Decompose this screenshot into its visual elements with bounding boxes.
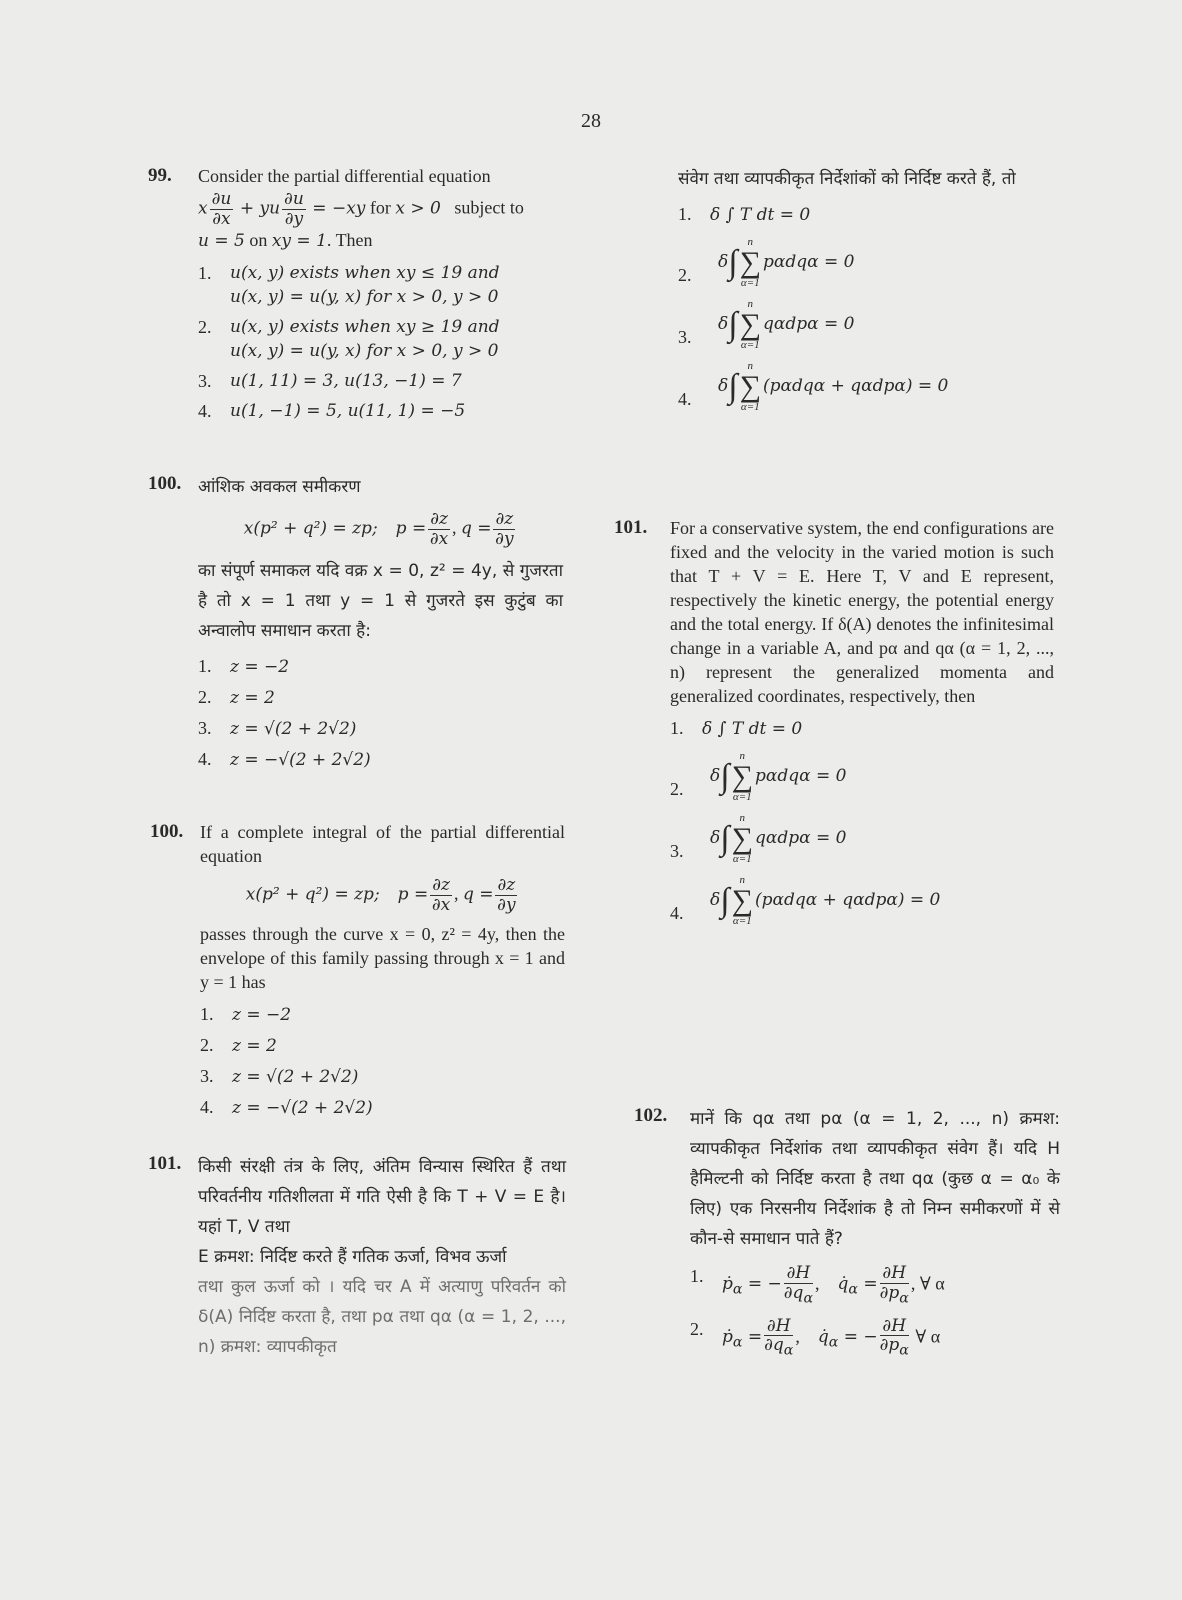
- option[interactable]: 2. δ∫ n ∑ α=1 pαdqα = 0: [678, 236, 855, 289]
- question-stem: For a conservative system, the end configurations are fixed and the velocity in the varied motion is such that T + V = E. Here T, V and E represent, respectively the kinetic energy, the potential energy and the total energy. If δ(A) denotes the infinitesimal change in a variable A, and pα and qα (α = 1, 2, ..., n) represent the generalized momenta and generalized coordinates, respectively, then: [670, 518, 1054, 706]
- question-number: 101.: [148, 1153, 182, 1174]
- question-number: 101.: [614, 517, 648, 538]
- options-list: [670, 716, 1054, 927]
- options-list: [690, 1264, 1060, 1359]
- question-text-3: तथा कुल ऊर्जा को । यदि चर A में अत्याणु परिवर्तन को δ(A) निर्दिष्ट करता है, तथा pα तथा qα (α = 1, 2, ..., n) क्रमश: व्यापकीकृत: [198, 1277, 566, 1357]
- pde-line: x $\frac{\partial u}{\partial x}$ + yu $\frac{\partial u}{\partial y}$ = −xy for x > 0 subject to: [198, 189, 524, 229]
- option[interactable]: 4. δ∫ n ∑ α=1 (pαdqα + qαdpα) = 0: [670, 874, 941, 927]
- option[interactable]: 3. δ∫ n ∑ α=1 qαdpα = 0: [678, 298, 855, 351]
- option[interactable]: 1. z = −2: [200, 1004, 292, 1026]
- options-list: [198, 654, 563, 772]
- option[interactable]: 1. δ ∫ T dt = 0: [670, 718, 803, 739]
- option[interactable]: 1. ṗ$_\alpha$ = − $\frac{\partial H}{\partial q_\alpha}$ , $q̇_\alpha$ = $\frac{\partial H}{\partial p_\alpha}$ , ∀ α: [690, 1263, 945, 1307]
- option[interactable]: 2. z = 2: [198, 687, 275, 709]
- question-99: [148, 164, 563, 429]
- question-number: 99.: [148, 165, 172, 186]
- option[interactable]: 2. z = 2: [200, 1035, 277, 1057]
- option[interactable]: 2. u(x, y) exists when xy ≥ 19 and u(x, y) = u(y, x) for x > 0, y > 0: [198, 317, 500, 362]
- condition-line: u = 5 on xy = 1. Then: [198, 230, 373, 252]
- question-stem: If a complete integral of the partial differential equation: [200, 822, 565, 866]
- option[interactable]: 4. δ∫ n ∑ α=1 (pαdqα + qαdpα) = 0: [678, 360, 949, 413]
- option[interactable]: 4. u(1, −1) = 5, u(11, 1) = −5: [198, 401, 466, 422]
- question-title: आंशिक अवकल समीकरण: [198, 477, 361, 497]
- options-list: [678, 202, 1050, 413]
- question-number: 102.: [634, 1105, 668, 1126]
- question-text: मानें कि qα तथा pα (α = 1, 2, ..., n) क्रमश: व्यापकीकृत निर्देशांक तथा व्यापकीकृत संवेग हैं। यदि H हैमिल्टनी को निर्दिष्ट करता है तथा qα (कुछ α = α₀ के लिए) एक निरसनीय निर्देशांक है तो निम्न समीकरणों में से कौन-से समाधान पाते हैं?: [690, 1109, 1060, 1249]
- question-text: किसी संरक्षी तंत्र के लिए, अंतिम विन्यास स्थिरित हैं तथा परिवर्तनीय गतिशीलता में गति ऐसी है कि T + V = E है। यहां T, V तथा: [198, 1157, 566, 1237]
- question-number: 100.: [148, 473, 182, 494]
- pde-display: x(p² + q²) = zp; p = $\frac{\partial z}{\partial x}$ , q = $\frac{\partial z}{\partial y}$: [243, 509, 514, 549]
- question-stem: Consider the partial differential equation: [198, 166, 491, 186]
- option[interactable]: 3. u(1, 11) = 3, u(13, −1) = 7: [198, 371, 462, 392]
- option[interactable]: 1. u(x, y) exists when xy ≤ 19 and u(x, y) = u(y, x) for x > 0, y > 0: [198, 263, 500, 308]
- option[interactable]: 4. z = −√(2 + 2√2): [198, 749, 371, 771]
- options-list: [198, 261, 563, 423]
- question-101-english: [614, 516, 1054, 937]
- pde-display: x(p² + q²) = zp; p = $\frac{\partial z}{\partial x}$ , q = $\frac{\partial z}{\partial y}$: [245, 875, 516, 915]
- question-102-hindi: [634, 1104, 1060, 1369]
- option[interactable]: 1. z = −2: [198, 656, 290, 678]
- option[interactable]: 4. z = −√(2 + 2√2): [200, 1097, 373, 1119]
- question-number: 100.: [150, 821, 184, 842]
- option[interactable]: 3. z = √(2 + 2√2): [200, 1066, 359, 1088]
- option[interactable]: 2. ṗ$_\alpha$ = $\frac{\partial H}{\partial q_\alpha}$ , $q̇_\alpha$ = − $\frac{\partial H}{\partial p_\alpha}$ ∀ α: [690, 1315, 941, 1359]
- question-text: passes through the curve x = 0, z² = 4y, then the envelope of this family passing through x = 1 and y = 1 has: [200, 924, 565, 993]
- question-100-english: [150, 820, 565, 1126]
- question-text: का संपूर्ण समाकल यदि वक्र x = 0, z² = 4y, से गुजरता है तो x = 1 तथा y = 1 से गुजरते इस कुटुंब का अन्वालोप समाधान करता है:: [198, 561, 563, 642]
- question-101-hindi-continued: [630, 164, 1050, 423]
- question-100-hindi: [148, 472, 563, 778]
- options-list: [200, 1002, 565, 1120]
- page-number: 28: [581, 110, 601, 132]
- question-text-2: E क्रमश: निर्दिष्ट करते हैं गतिक ऊर्जा, विभव ऊर्जा: [198, 1247, 507, 1267]
- option[interactable]: 3. δ∫ n ∑ α=1 qαdpα = 0: [670, 812, 847, 865]
- option[interactable]: 1. δ ∫ T dt = 0: [678, 204, 811, 225]
- option[interactable]: 2. δ∫ n ∑ α=1 pαdqα = 0: [670, 750, 847, 803]
- question-text: संवेग तथा व्यापकीकृत निर्देशांकों को निर्दिष्ट करते हैं, तो: [678, 169, 1016, 189]
- option[interactable]: 3. z = √(2 + 2√2): [198, 718, 357, 740]
- question-101-hindi: [148, 1152, 566, 1362]
